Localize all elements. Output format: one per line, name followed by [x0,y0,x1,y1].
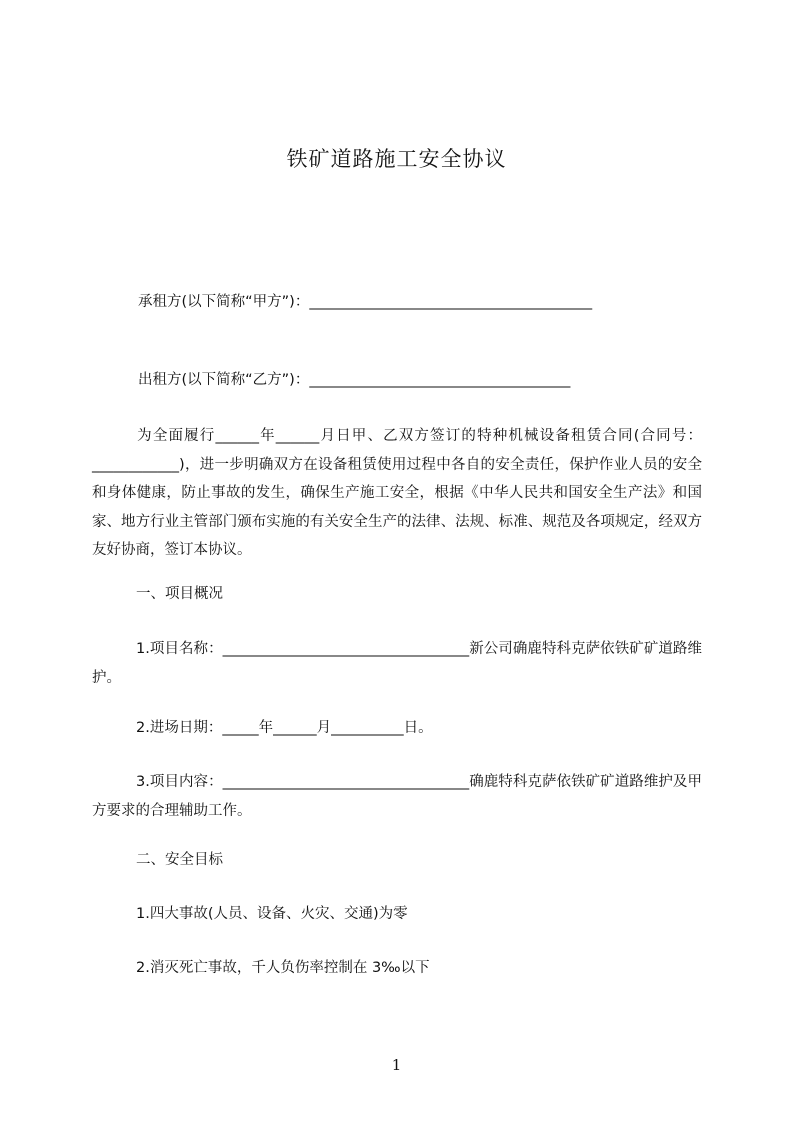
lessor-line: 出租方(以下简称“乙方”)：____________________________________ [138,372,571,388]
safety-goal-1: 1.四大事故(人员、设备、火灾、交通)为零 [136,906,408,922]
project-content-item [92,768,702,825]
preamble-text: 为全面履行______年______月日甲、乙双方签订的特种机械设备租赁合同(合同号：____________)，进一步明确双方在设备租赁使用过程中各自的安全责任，保护作业人员的安全和身体健康，防止事故的发生，确保生产施工安全，根据《中华人民共和国安全生产法》和国家、地方行业主管部门颁布实施的有关安全生产的法律、法规、标准、规范及各项规定，经双方友好协商，签订本协议。 [92,428,702,558]
project-name-item [92,635,702,692]
project-content-text: 3.项目内容：__________________________________确鹿特科克萨依铁矿矿道路维护及甲方要求的合理辅助工作。 [92,774,702,819]
section-heading-project-overview: 一、项目概况 [136,586,223,602]
preamble-paragraph [92,422,702,565]
section-heading-safety-goals: 二、安全目标 [136,852,223,868]
document-title: 铁矿道路施工安全协议 [286,147,507,171]
entry-date-item: 2.进场日期：_____年______月__________日。 [136,720,433,736]
safety-goal-2: 2.消灭死亡事故，千人负伤率控制在 3‰以下 [136,960,430,976]
lessee-line: 承租方(以下简称“甲方”)：_______________________________________ [138,294,593,310]
page-number: 1 [391,1056,402,1074]
project-name-text: 1.项目名称：__________________________________新公司确鹿特科克萨依铁矿矿道路维护。 [92,641,702,686]
